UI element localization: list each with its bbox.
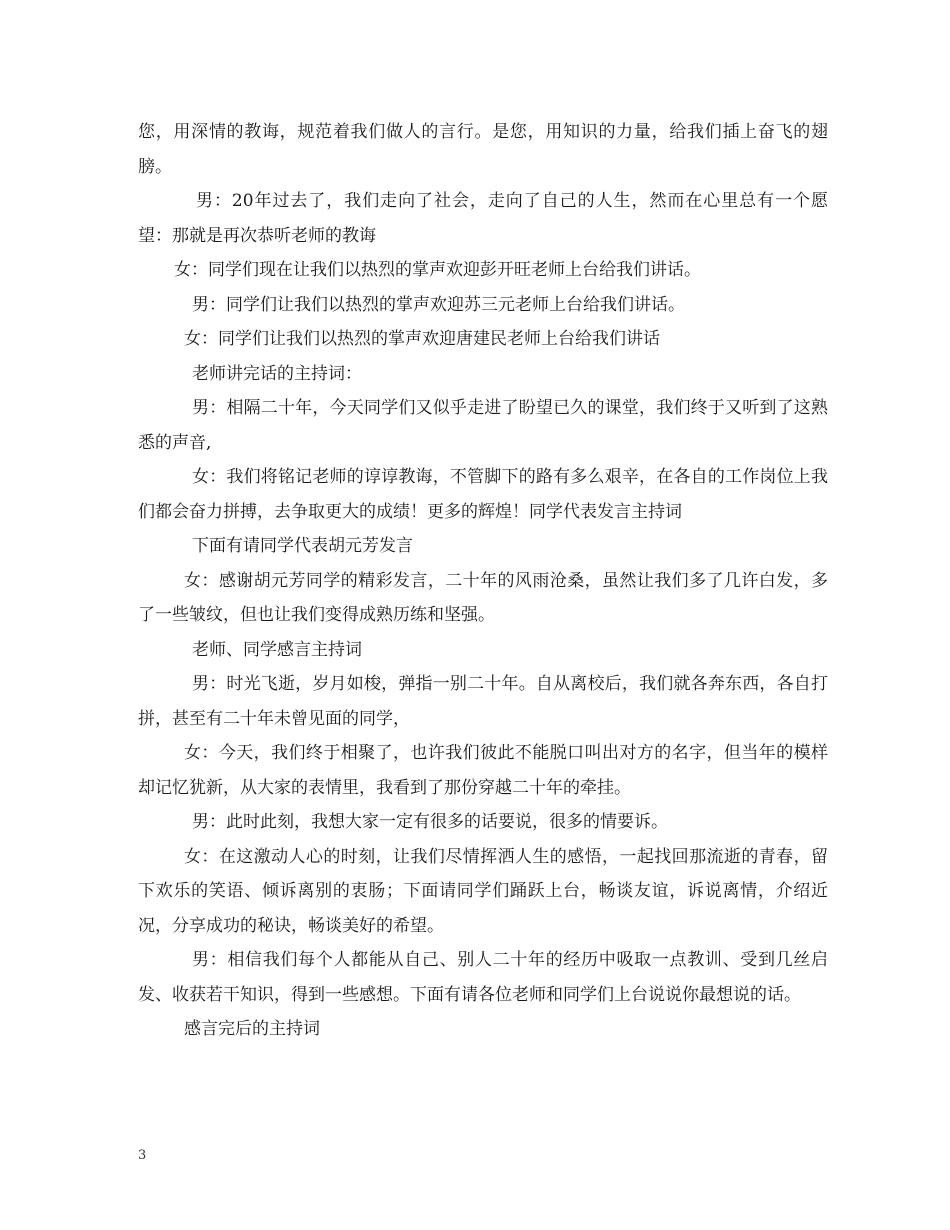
paragraph: 下面有请同学代表胡元芳发言: [192, 536, 413, 556]
paragraph: 女：同学们让我们以热烈的掌声欢迎唐建民老师上台给我们讲话: [184, 329, 660, 349]
paragraph: 男：相信我们每个人都能从自己、别人二十年的经历中吸取一点教训、受到几丝启发、收获若干知识，得到一些感想。下面有请各位老师和同学们上台说说你最想说的话。: [138, 950, 828, 1005]
paragraph: 男：20年过去了，我们走向了社会，走向了自己的人生，然而在心里总有一个愿望：那就是再次恭听老师的教诲: [138, 191, 828, 246]
paragraph: 感言完后的主持词: [184, 1019, 320, 1039]
paragraph: 男：相隔二十年，今天同学们又似乎走进了盼望已久的课堂，我们终于又听到了这熟悉的声音,: [138, 398, 828, 453]
paragraph: 女：今天，我们终于相聚了，也许我们彼此不能脱口叫出对方的名字，但当年的模样却记忆犹新，从大家的表情里，我看到了那份穿越二十年的牵挂。: [138, 743, 828, 798]
paragraph: 女：同学们现在让我们以热烈的掌声欢迎彭开旺老师上台给我们讲话。: [174, 260, 701, 280]
paragraph: 男：此时此刻，我想大家一定有很多的话要说，很多的情要诉。: [192, 812, 668, 832]
paragraph: 男：时光飞逝，岁月如梭，弹指一别二十年。自从离校后，我们就各奔东西，各自打拼，甚至有二十年未曾见面的同学，: [138, 674, 828, 729]
paragraph: 女：感谢胡元芳同学的精彩发言，二十年的风雨沧桑，虽然让我们多了几许白发，多了一些皱纹，但也让我们变得成熟历练和坚强。: [138, 570, 828, 625]
paragraph: 您，用深情的教诲，规范着我们做人的言行。是您，用知识的力量，给我们插上奋飞的翅膀。: [138, 122, 828, 177]
paragraph: 老师、同学感言主持词: [192, 639, 362, 660]
paragraph: 女：我们将铭记老师的谆谆教诲，不管脚下的路有多么艰辛，在各自的工作岗位上我们都会奋力拼搏，去争取更大的成绩！更多的辉煌！同学代表发言主持词: [138, 467, 828, 522]
paragraph: 女：在这激动人心的时刻，让我们尽情挥洒人生的感悟，一起找回那流逝的青春，留下欢乐的笑语、倾诉离别的衷肠；下面请同学们踊跃上台，畅谈友谊，诉说离情，介绍近况，分享成功的秘诀，畅谈美好的希望。: [138, 846, 828, 936]
paragraph: 男：同学们让我们以热烈的掌声欢迎苏三元老师上台给我们讲话。: [192, 294, 685, 315]
paragraph: 老师讲完话的主持词：: [192, 363, 362, 384]
document-body: [138, 115, 828, 1047]
page-number: 3: [138, 1148, 147, 1163]
